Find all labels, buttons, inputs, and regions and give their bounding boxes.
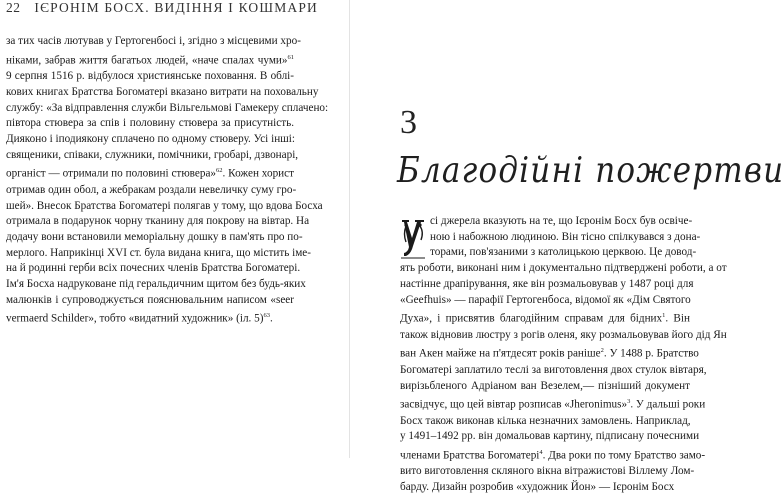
- footnote-ref[interactable]: 63: [263, 312, 270, 320]
- text-line: на й родинні герби всіх почесних членів Братства Богоматері.: [6, 262, 301, 275]
- text-line: малюнків і супроводжується пояснювальним написом «seer: [6, 293, 294, 306]
- text-line: вирізьбленого Адріаном ван Везелем,— пізніший документ: [400, 379, 690, 392]
- text-line: барду. Дизайн розробив «художник Йон» — Ієронім Босх: [400, 481, 675, 494]
- drop-cap-ornament: [400, 216, 426, 260]
- text-line: Ім'я Босха надруковане під геральдичним щитом без будь-яких: [6, 278, 306, 291]
- footnote-ref[interactable]: 2: [600, 347, 604, 355]
- right-page: [350, 0, 784, 494]
- right-body-text: [400, 214, 727, 496]
- text-line: торами, пов'язаними з католицькою церквою. Це довод-: [430, 246, 697, 259]
- footnote-ref[interactable]: 1: [662, 312, 666, 320]
- left-page: [0, 0, 350, 458]
- text-line: ною і набожною людиною. Він тісно спілкувався з дона-: [430, 230, 701, 243]
- text-line: Босх також виконав кілька незначних замовлень. Наприклад,: [400, 414, 691, 427]
- running-head: [6, 0, 318, 16]
- text-line: також відновив люстру з рогів оленя, яку розмальовував його дід Ян: [400, 328, 727, 341]
- text-line: ван Акен майже на п'ятдесят років раніше$^2$. У 1488 р. Братство: [400, 347, 699, 361]
- text-line: додачу вони встановили меморіальну дошку в пам'ять про по-: [6, 230, 303, 243]
- footnote-ref[interactable]: 4: [539, 449, 543, 457]
- text-line: півтора стювера за спів і половину стювера за присутність.: [6, 117, 294, 130]
- text-line: службу: «За відправлення служби Вільгельмові Гамекеру сплачено:: [6, 101, 329, 114]
- text-line: священики, співаки, служники, помічники, гробарі, дзвонарі,: [6, 148, 299, 161]
- text-line: сі джерела вказують на те, що Ієронім Босх був освіче-: [430, 215, 693, 227]
- text-line: засвідчує, що цей вівтар розписав «Jheronimus»$^3$. У дальші роки: [400, 398, 706, 411]
- text-line: Дияконо і іподиякону сплачено по одному стюверу. Усі інші:: [6, 132, 296, 145]
- text-line: вито виготовлення скляного вікна вітражистові Віллему Лом-: [400, 465, 695, 478]
- chapter-title: Благодійні пожертви: [397, 150, 784, 192]
- footnote-ref[interactable]: 3: [627, 398, 631, 406]
- text-line: ять роботи, виконані ним і документально підтверджені роботи, а от: [400, 262, 727, 275]
- drop-cap-icon: [400, 216, 426, 260]
- text-line: у 1491–1492 рр. він домальовав картину, підписану почесними: [400, 430, 700, 443]
- text-line: 9 серпня 1516 р. відбулося християнське поховання. В облі-: [6, 70, 294, 83]
- text-line: органіст — отримали по половині стювера»$^{62}$. Кожен хорист: [6, 167, 294, 181]
- text-line: Богоматері заплатило теслі за виготовлення двох стулок вівтаря,: [400, 363, 707, 376]
- text-line: кових книгах Братства Богоматері вказано витрати на поховальну: [6, 85, 319, 98]
- text-line: шей». Внесок Братства Богоматері полягав у тому, що вдова Босха: [6, 199, 323, 212]
- text-line: Духа», і присвятив благодійним справам для бідних$^1$. Він: [400, 312, 690, 325]
- text-line: за тих часів лютував у Гертогенбосі і, згідно з місцевими хро-: [6, 35, 301, 47]
- text-line: членами Братства Богоматері$^4$. Два роки по тому Братство замо-: [400, 449, 706, 462]
- footnote-ref[interactable]: 61: [287, 53, 294, 61]
- text-line: отримав один обол, а жебракам роздали невеличку суму гро-: [6, 183, 297, 196]
- left-body-text: [6, 34, 329, 328]
- page-number: 22: [6, 0, 21, 15]
- text-line: отримала в подарунок чорну тканину для покрову на вівтар. На: [6, 215, 310, 228]
- text-line: vermaerd Schilder», тобто «видатний художник» (іл. 5)$^{63}$.: [6, 312, 273, 326]
- text-line: мерлого. Наприкінці XVI ст. була видана книга, що містить іме-: [6, 246, 311, 259]
- text-line: «Geefhuis» — парафії Гертогенбоса, відомої як «Дім Святого: [400, 293, 691, 306]
- text-line: ніками, забрав життя багатьох людей, «наче спалах чуми»$^{61}$: [6, 53, 294, 67]
- chapter-number: 3: [400, 104, 417, 141]
- running-title: ІЄРОНІМ БОСХ. ВИДІННЯ І КОШМАРИ: [34, 0, 319, 15]
- footnote-ref[interactable]: 62: [216, 167, 223, 175]
- text-line: настінне драпірування, яке він розмальовував у 1487 році для: [400, 277, 694, 290]
